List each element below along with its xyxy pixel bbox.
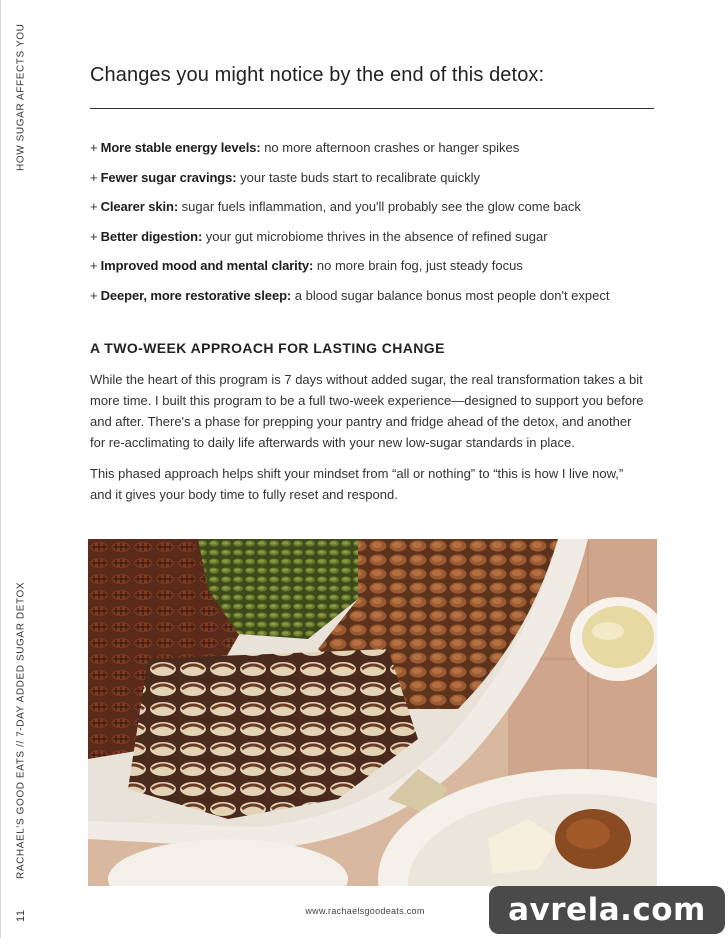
benefit-text: your taste buds start to recalibrate quickly [236, 169, 481, 185]
section-running-header: HOW SUGAR AFFECTS YOU [15, 24, 27, 172]
benefit-lead: Deeper, more restorative sleep: [100, 287, 292, 303]
benefit-text: no more afternoon crashes or hanger spikes [260, 140, 520, 155]
nuts-and-seeds-photo [88, 539, 657, 886]
book-title: RACHAEL'S GOOD EATS // 7-DAY ADDED SUGAR DETOX [15, 582, 27, 880]
body-paragraph: While the heart of this program is 7 days without added sugar, the real transformation takes a bit more time. I built this program to be a full two-week experience—designed to support you before and after. There's a phase for prepping your pantry and fridge ahead of the detox, and another for re-acclimating to daily life afterwards with your new low-sugar standards in place. [90, 372, 644, 450]
benefit-lead: More stable energy levels: [100, 140, 261, 155]
benefit-lead: Clearer skin: [100, 199, 179, 214]
page-title: Changes you might notice by the end of this detox: [90, 64, 545, 86]
list-item [90, 287, 670, 317]
plus-icon: + [90, 287, 98, 303]
watermark-badge: avrela.com [489, 886, 725, 934]
list-item [90, 257, 670, 287]
plus-icon: + [90, 258, 98, 273]
plus-icon: + [90, 199, 98, 214]
plus-icon: + [90, 169, 98, 185]
benefit-text: sugar fuels inflammation, and you'll probably see the glow come back [178, 199, 581, 214]
section-heading: A TWO-WEEK APPROACH FOR LASTING CHANGE [90, 340, 445, 356]
benefit-lead: Improved mood and mental clarity: [100, 258, 314, 273]
benefit-text: no more brain fog, just steady focus [313, 258, 523, 273]
page-number: 11 [15, 909, 27, 922]
footer-url: www.rachaelsgoodeats.com [305, 906, 425, 916]
benefit-text: your gut microbiome thrives in the absence of refined sugar [202, 228, 548, 244]
plus-icon: + [90, 228, 98, 244]
plus-icon: + [90, 140, 98, 155]
benefit-text: a blood sugar balance bonus most people don't expect [291, 287, 610, 303]
body-paragraph: This phased approach helps shift your mindset from “all or nothing” to “this is how I live now,” and it gives your body time to fully reset and respond. [90, 466, 624, 502]
list-item [90, 228, 670, 258]
benefit-lead: Better digestion: [100, 228, 203, 244]
list-item [90, 169, 670, 199]
benefit-lead: Fewer sugar cravings: [100, 169, 237, 185]
book-running-footer [13, 582, 29, 922]
list-item [90, 139, 670, 169]
benefits-list [90, 139, 670, 316]
list-item [90, 198, 670, 228]
title-divider [90, 108, 654, 109]
